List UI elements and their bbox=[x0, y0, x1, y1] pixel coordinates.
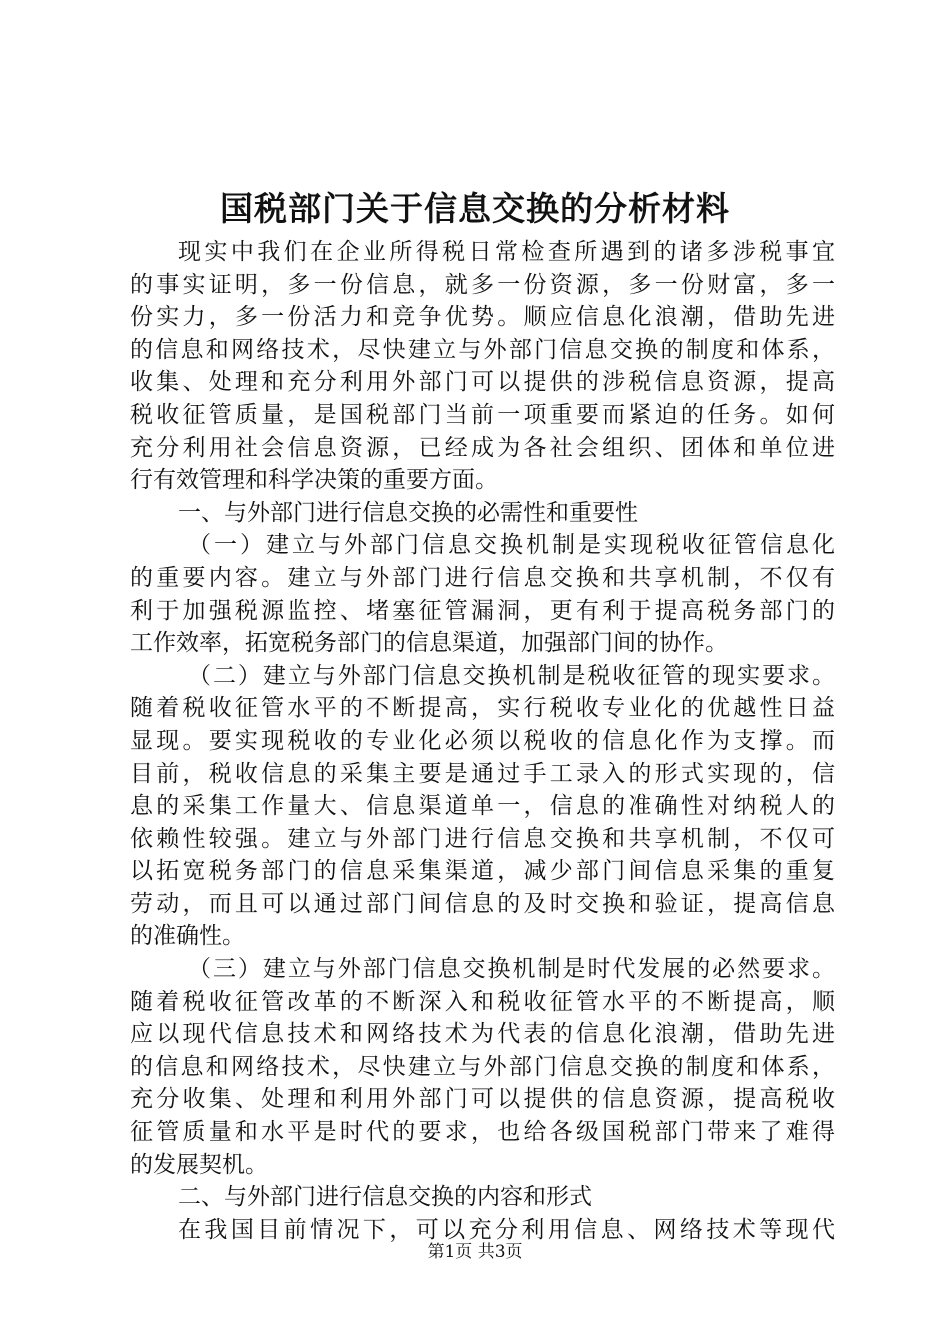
paragraph-line: 随着税收征管水平的不断提高，实行税收专业化的优越性日益 bbox=[130, 695, 835, 722]
paragraph-line: 的事实证明，多一份信息，就多一份资源，多一份财富，多一 bbox=[130, 271, 835, 298]
paragraph-line: 充分利用社会信息资源，已经成为各社会组织、团体和单位进 bbox=[130, 434, 835, 461]
paragraph-line: 的发展契机。 bbox=[130, 1151, 268, 1178]
paragraph-line: 应以现代信息技术和网络技术为代表的信息化浪潮，借助先进 bbox=[130, 1021, 835, 1048]
paragraph-line: 利于加强税源监控、堵塞征管漏洞，更有利于提高税务部门的 bbox=[130, 597, 835, 624]
paragraph-line: 行有效管理和科学决策的重要方面。 bbox=[130, 467, 498, 494]
paragraph-line: （二）建立与外部门信息交换机制是税收征管的现实要求。 bbox=[188, 662, 835, 689]
paragraph-line: 劳动，而且可以通过部门间信息的及时交换和验证，提高信息 bbox=[130, 890, 835, 917]
paragraph-line: 现实中我们在企业所得税日常检查所遇到的诸多涉税事宜 bbox=[178, 239, 835, 265]
paragraph-line: 以拓宽税务部门的信息采集渠道，减少部门间信息采集的重复 bbox=[130, 858, 835, 885]
paragraph-line: （一）建立与外部门信息交换机制是实现税收征管信息化 bbox=[188, 532, 835, 559]
paragraph-line: 息的采集工作量大、信息渠道单一，信息的准确性对纳税人的 bbox=[130, 793, 835, 820]
paragraph-line: 的信息和网络技术，尽快建立与外部门信息交换的制度和体系， bbox=[130, 1053, 835, 1080]
paragraph-line: 显现。要实现税收的专业化必须以税收的信息化作为支撑。而 bbox=[130, 727, 835, 754]
paragraph-line: 充分收集、处理和利用外部门可以提供的信息资源，提高税收 bbox=[130, 1086, 835, 1113]
paragraph-line: 依赖性较强。建立与外部门进行信息交换和共享机制，不仅可 bbox=[130, 825, 835, 852]
paragraph-line: 目前，税收信息的采集主要是通过手工录入的形式实现的，信 bbox=[130, 760, 835, 787]
paragraph-line: 的信息和网络技术，尽快建立与外部门信息交换的制度和体系， bbox=[130, 336, 835, 363]
paragraph-line: 的准确性。 bbox=[130, 923, 245, 950]
paragraph-line: 收集、处理和充分利用外部门可以提供的涉税信息资源，提高 bbox=[130, 369, 835, 396]
paragraph-line: 随着税收征管改革的不断深入和税收征管水平的不断提高，顺 bbox=[130, 988, 835, 1015]
paragraph-line: 在我国目前情况下，可以充分利用信息、网络技术等现代 bbox=[178, 1216, 835, 1243]
section-heading: 二、与外部门进行信息交换的内容和形式 bbox=[178, 1184, 592, 1211]
document-title: 国税部门关于信息交换的分析材料 bbox=[220, 189, 730, 228]
paragraph-line: 份实力，多一份活力和竞争优势。顺应信息化浪潮，借助先进 bbox=[130, 304, 835, 331]
page-number: 第1页 共3页 bbox=[427, 1242, 523, 1262]
document-body bbox=[130, 236, 835, 1246]
paragraph-line: 征管质量和水平是时代的要求，也给各级国税部门带来了难得 bbox=[130, 1119, 835, 1146]
paragraph-line: 的重要内容。建立与外部门进行信息交换和共享机制，不仅有 bbox=[130, 564, 835, 591]
paragraph-line: 工作效率，拓宽税务部门的信息渠道，加强部门间的协作。 bbox=[130, 630, 728, 657]
section-heading: 一、与外部门进行信息交换的必需性和重要性 bbox=[178, 499, 638, 526]
paragraph-line: 税收征管质量，是国税部门当前一项重要而紧迫的任务。如何 bbox=[130, 401, 835, 428]
paragraph-line: （三）建立与外部门信息交换机制是时代发展的必然要求。 bbox=[188, 956, 835, 983]
